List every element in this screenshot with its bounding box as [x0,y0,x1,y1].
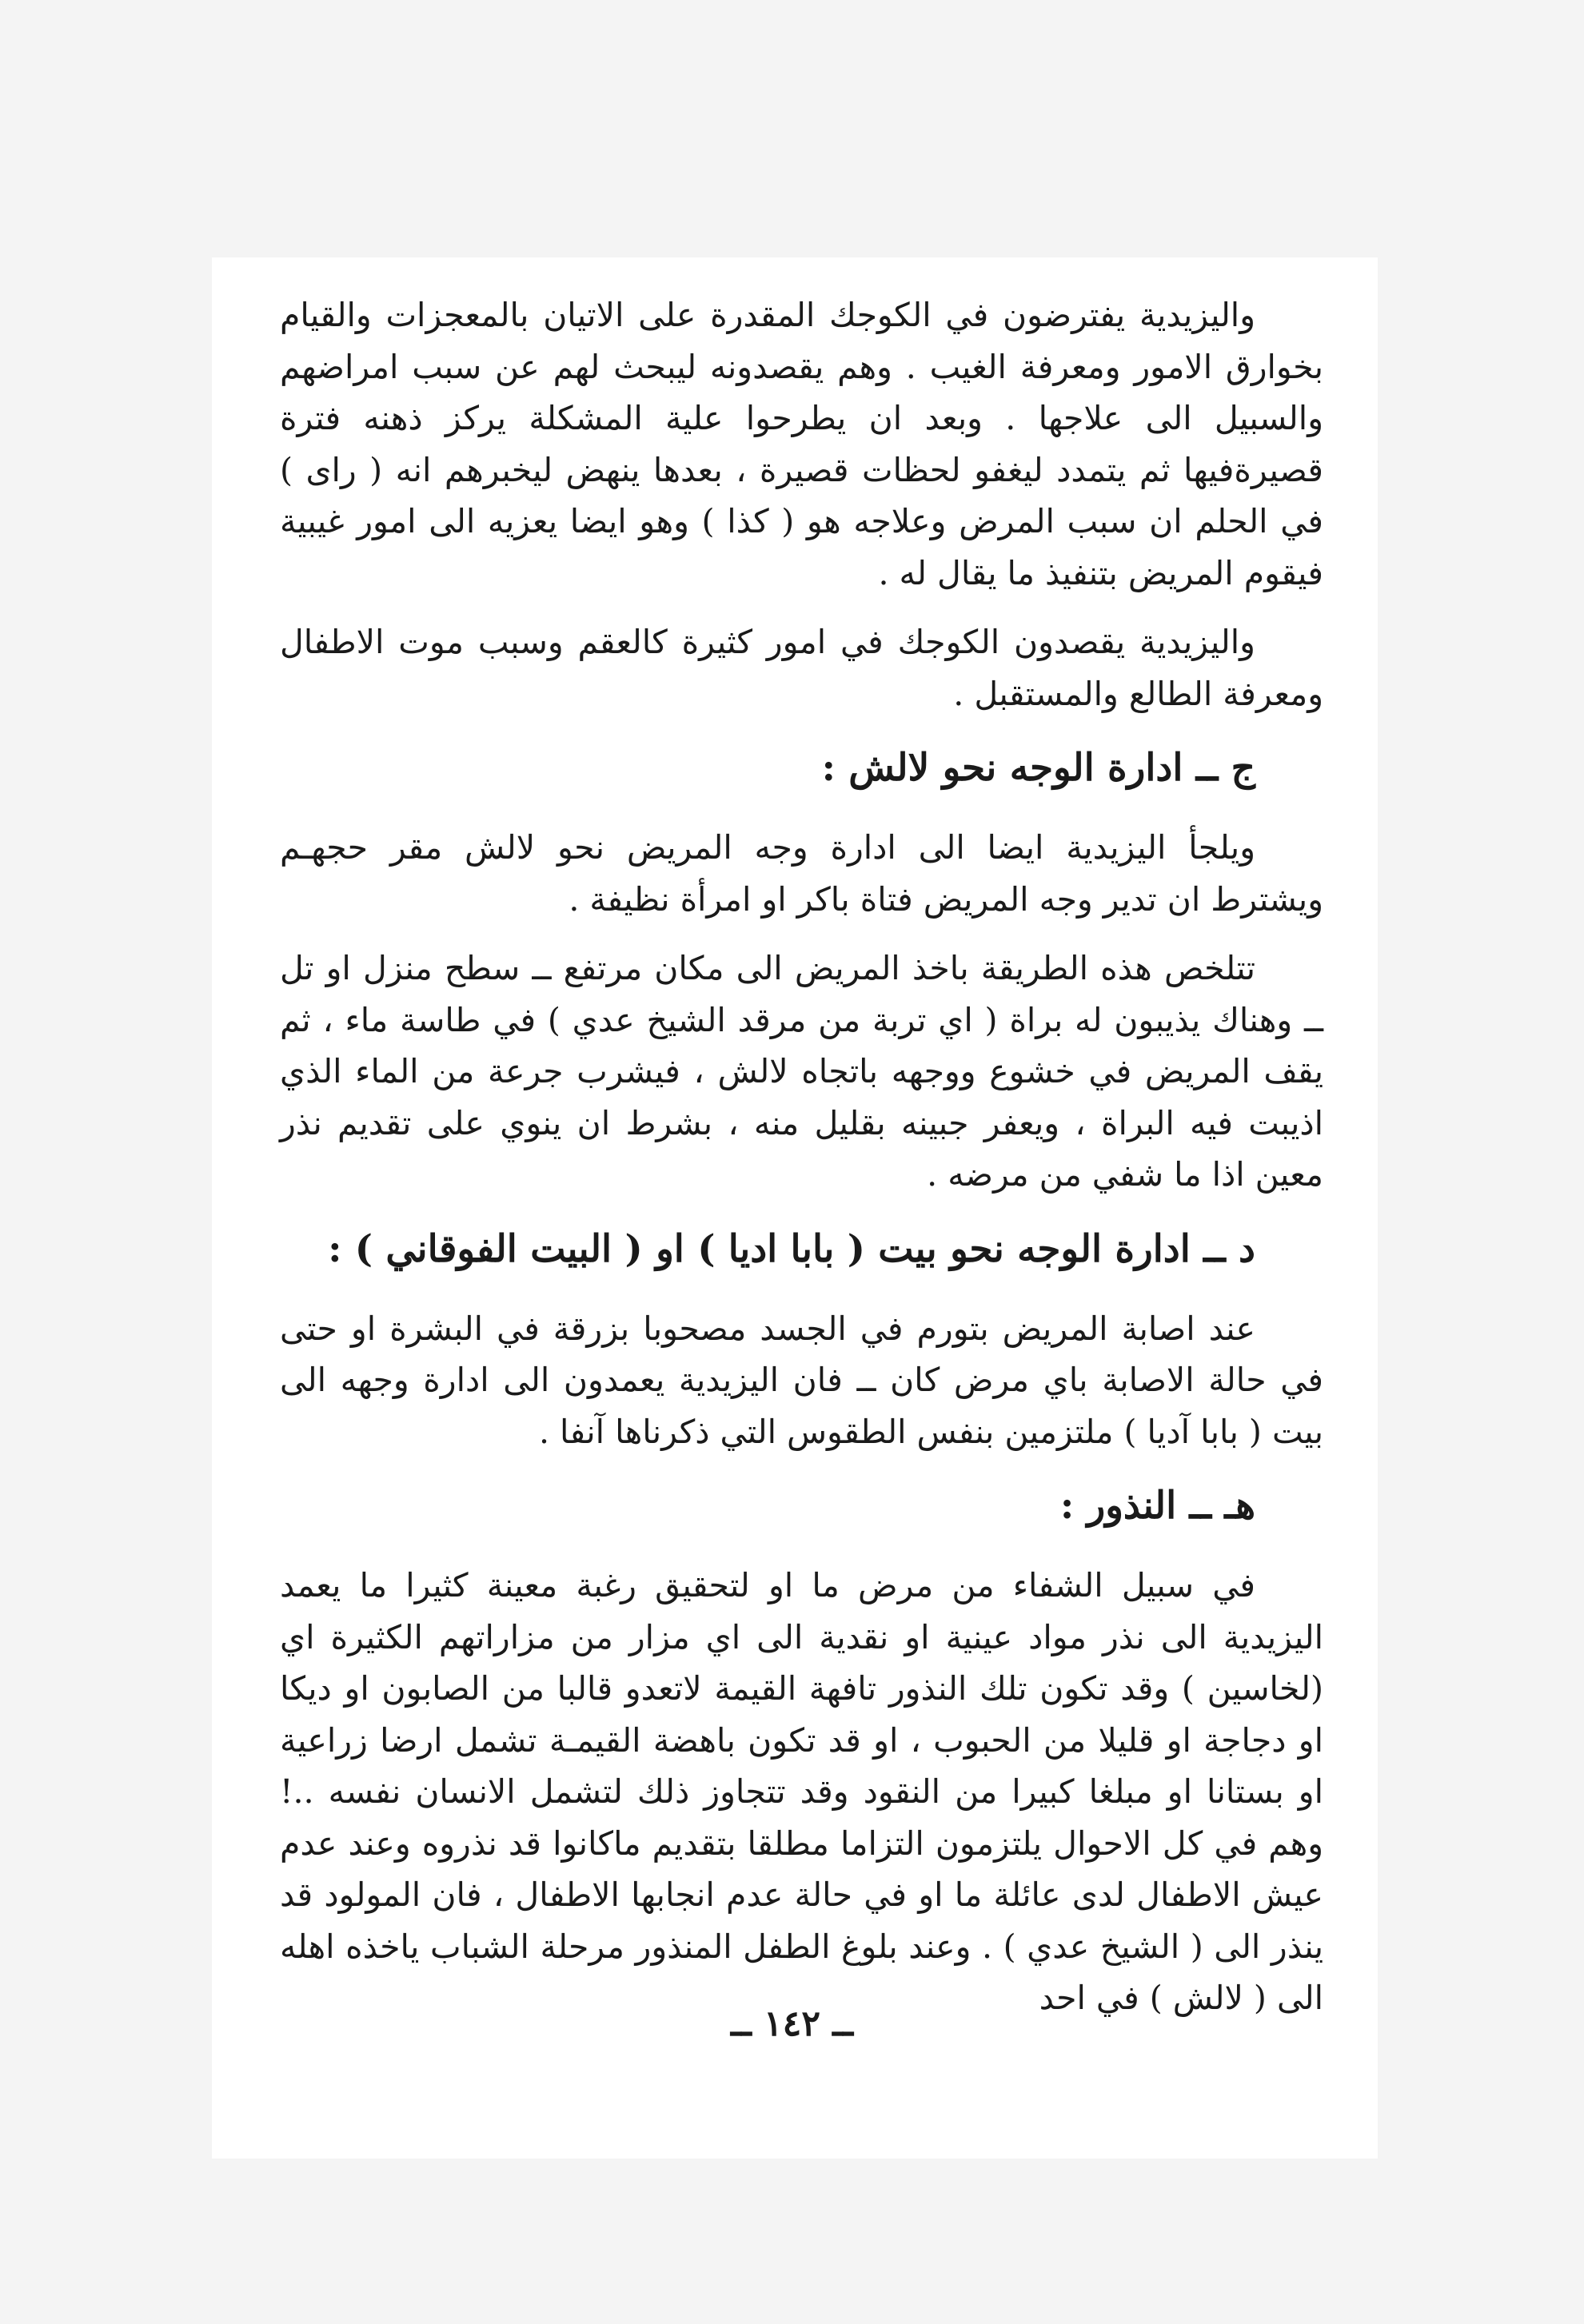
paragraph-baba-adya: عند اصابة المريض بتورم في الجسد مصحوبا بزرقة في البشرة او حتى في حالة الاصابة باي مرض كان ــ فان اليزيدية يعمدون الى ادارة وجهه الى بيت ( بابا آديا ) ملتزمين بنفس الطقوس التي ذكرناها آنفا . [280,1309,1323,1451]
paragraph-kochak-purposes: واليزيدية يقصدون الكوجك في امور كثيرة كالعقم وسبب موت الاطفال ومعرفة الطالع والمستقبل . [280,623,1323,713]
section-heading-d: د ــ ادارة الوجه نحو بيت ( بابا اديا ) او ( البيت الفوقاني ) : [328,1226,1255,1271]
section-heading-j: ج ــ ادارة الوجه نحو لالش : [821,746,1255,790]
paragraph-facing-lalish: ويلجأ اليزيدية ايضا الى ادارة وجه المريض نحو لالش مقر حجهـم ويشترط ان تدير وجه المريض فتاة باكر او امرأة نظيفة . [280,828,1323,919]
paragraph-ritual-method: تتلخص هذه الطريقة باخذ المريض الى مكان مرتفع ــ سطح منزل او تل ــ وهناك يذيبون له براة ( اي تربة من مرقد الشيخ عدي ) في طاسة ماء ، ثم يقف المريض في خشوع ووجهه باتجاه لالش ، فيشرب جرعة من الماء الذي اذيبت فيه البراة ، ويعفر جبينه بقليل منه ، بشرط ان ينوي على تقديم نذر معين اذا ما شفي من مرضه . [280,949,1323,1194]
page-body [280,289,1323,2042]
paragraph-kochak-powers: واليزيدية يفترضون في الكوجك المقدرة على الاتيان بالمعجزات والقيام بخوارق الامور ومعرفة الغيب . وهم يقصدونه ليبحث لهم عن سبب امراضهم والسبيل الى علاجها . وبعد ان يطرحوا علية المشكلة يركز ذهنه فترة قصيرةفيها ثم يتمدد ليغفو لحظات قصيرة ، بعدها ينهض ليخبرهم انه ( راى ) في الحلم ان سبب المرض وعلاجه هو ( كذا ) وهو ايضا يعزيه الى امور غيبية فيقوم المريض بتنفيذ ما يقال له . [280,296,1323,592]
page-number: ــ ١٤٢ ــ [730,2003,854,2044]
paragraph-vows: في سبيل الشفاء من مرض ما او لتحقيق رغبة معينة كثيرا ما يعمد اليزيدية الى نذر مواد عينية او نقدية الى اي مزار من مزاراتهم الكثيرة اي (لخاسين ) وقد تكون تلك النذور تافهة القيمة لاتعدو قالبا من الصابون او ديكا او دجاجة او قليلا من الحبوب ، او قد تكون باهضة القيمـة تشمل ارضا زراعية او بستانا او مبلغا كبيرا من النقود وقد تتجاوز ذلك لتشمل الانسان نفسه ..! وهم في كل الاحوال يلتزمون التزاما مطلقا بتقديم ماكانوا قد نذروه وعند عدم عيش الاطفال لدى عائلة ما او في حالة عدم انجابها الاطفال ، فان المولود قد ينذر الى ( الشيخ عدي ) . وعند بلوغ الطفل المنذور مرحلة الشباب ياخذه اهله الى ( لالش ) في احد [280,1566,1323,2017]
section-heading-h: هـ ــ النذور : [1059,1484,1255,1528]
book-page [212,257,1378,2159]
